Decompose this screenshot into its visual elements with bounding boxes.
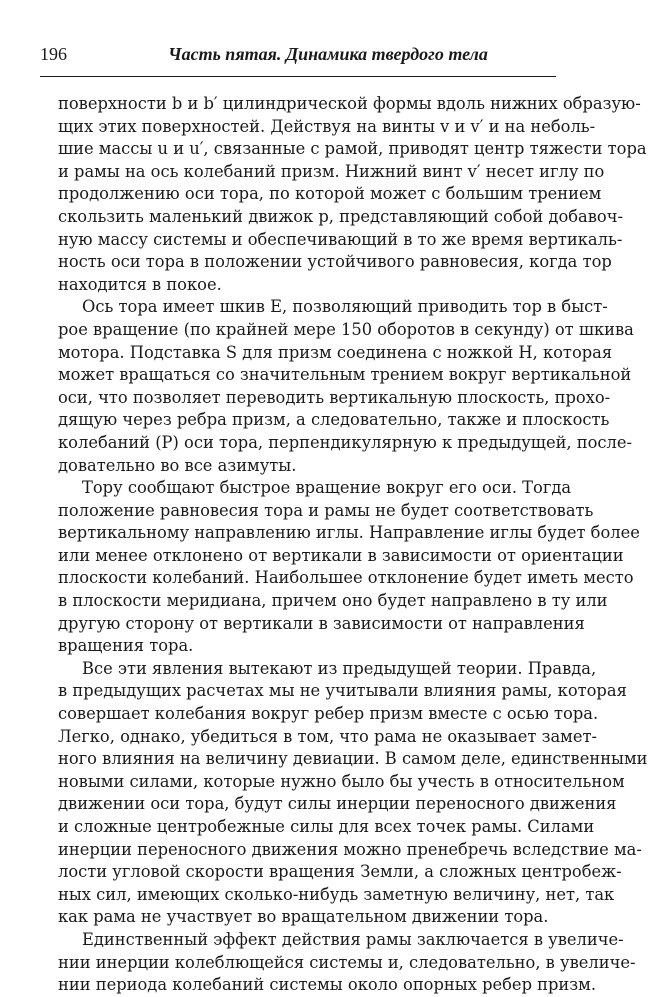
text-line: ного влияния на величину девиации. В самом деле, единственными xyxy=(58,749,648,769)
text-line: как рама не участвует во вращательном движении тора. xyxy=(58,907,549,927)
text-line: лости угловой скорости вращения Земли, а сложных центробеж- xyxy=(58,862,622,882)
paragraph xyxy=(58,658,648,929)
text-line: находится в покое. xyxy=(58,274,222,294)
text-line: довательно во все азимуты. xyxy=(58,455,297,475)
text-line: Единственный эффект действия рамы заключается в увеличе- xyxy=(82,929,624,949)
text-line: поверхности b и b′ цилиндрической формы вдоль нижних образую- xyxy=(58,94,641,113)
text-line: щих этих поверхностей. Действуя на винты v и v′ и на неболь- xyxy=(58,116,596,136)
text-line: может вращаться со значительным трением вокруг вертикальной xyxy=(58,365,632,385)
body-text xyxy=(58,93,648,997)
text-line: ных сил, имеющих сколько-нибудь заметную величину, нет, так xyxy=(58,884,615,904)
text-line: мотора. Подставка S для призм соединена с ножкой H, которая xyxy=(58,342,613,362)
text-line: ность оси тора в положении устойчивого равновесия, когда тор xyxy=(58,252,612,272)
page-number: 196 xyxy=(40,44,67,64)
text-line: Тору сообщают быстрое вращение вокруг его оси. Тогда xyxy=(82,478,572,498)
text-line: Все эти явления вытекают из предыдущей теории. Правда, xyxy=(82,658,597,678)
text-line: инерции переносного движения можно пренебречь вследствие ма- xyxy=(58,839,642,859)
text-line: дящую через ребра призм, а следовательно, также и плоскость xyxy=(58,410,610,430)
text-line: и рамы на ось колебаний призм. Нижний винт v′ несет иглу по xyxy=(58,161,605,181)
paragraph xyxy=(58,296,634,477)
text-line: колебаний (P) оси тора, перпендикулярную к предыдущей, после- xyxy=(58,432,633,452)
text-line: положение равновесия тора и рамы не будет соответствовать xyxy=(58,500,594,520)
text-line: движении оси тора, будут силы инерции переносного движения xyxy=(58,794,617,814)
text-line: ную массу системы и обеспечивающий в то же время вертикаль- xyxy=(58,229,623,249)
text-line: продолжению оси тора, по которой может с большим трением xyxy=(58,184,602,204)
running-title: Часть пятая. Динамика твердого тела xyxy=(168,44,488,64)
text-line: вращения тора. xyxy=(58,636,194,656)
text-line: скользить маленький движок p, представляющий собой добавоч- xyxy=(58,206,624,226)
paragraph xyxy=(58,929,636,997)
text-line: в предыдущих расчетах мы не учитывали влияния рамы, которая xyxy=(58,681,627,701)
page-header xyxy=(40,44,556,74)
text-line: в плоскости меридиана, причем оно будет направлено в ту или xyxy=(58,591,608,611)
text-line: новыми силами, которые нужно было бы учесть в относительном xyxy=(58,771,625,791)
text-line: Ось тора имеет шкив E, позволяющий приводить тор в быст- xyxy=(82,297,608,317)
text-line: совершает колебания вокруг ребер призм вместе с осью тора. xyxy=(58,704,599,724)
text-line: рое вращение (по крайней мере 150 оборотов в секунду) от шкива xyxy=(58,319,634,339)
text-line: и сложные центробежные силы для всех точек рамы. Силами xyxy=(58,817,595,836)
text-line: вертикальному направлению иглы. Направление иглы будет более xyxy=(58,523,640,543)
paragraph xyxy=(58,93,647,296)
text-line: нии инерции колеблющейся системы и, следовательно, в увеличе- xyxy=(58,952,636,972)
text-line: шие массы u и u′, связанные с рамой, приводят центр тяжести тора xyxy=(58,139,647,159)
text-line: оси, что позволяет переводить вертикальную плоскость, прохо- xyxy=(58,387,611,407)
text-line: плоскости колебаний. Наибольшее отклонение будет иметь место xyxy=(58,568,634,588)
paragraph xyxy=(58,477,640,658)
header-rule xyxy=(40,76,556,77)
text-line: Легко, однако, убедиться в том, что рама не оказывает замет- xyxy=(58,726,597,746)
text-line: другую сторону от вертикали в зависимости от направления xyxy=(58,613,585,633)
text-line: или менее отклонено от вертикали в зависимости от ориентации xyxy=(58,545,624,565)
text-line: нии периода колебаний системы около опорных ребер призм. xyxy=(58,975,597,995)
